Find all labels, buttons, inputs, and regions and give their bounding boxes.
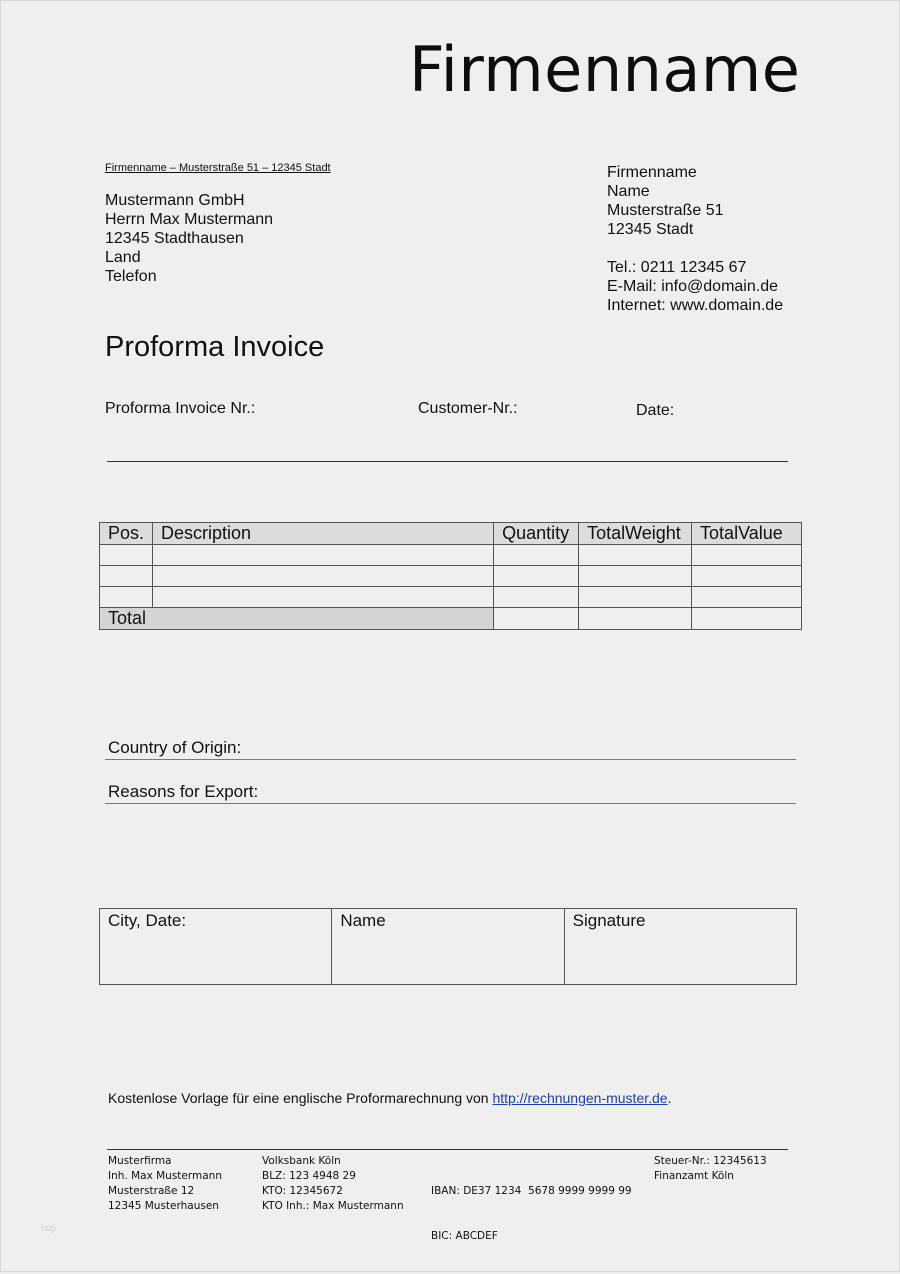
country-of-origin-label: Country of Origin: — [108, 738, 242, 757]
footer-line: KTO: 12345672 — [262, 1185, 343, 1197]
name-label: Name — [340, 911, 386, 930]
customer-number-label: Customer-Nr.: — [418, 400, 518, 417]
table-row — [100, 587, 802, 608]
cell-quantity[interactable] — [494, 545, 579, 566]
document-title: Proforma Invoice — [105, 331, 325, 363]
footer-company-info — [108, 1154, 222, 1214]
total-label: Total — [100, 608, 494, 630]
header-divider — [107, 461, 788, 462]
footer-line: Inh. Max Mustermann — [108, 1170, 222, 1182]
company-address-line: 12345 Stadt — [607, 221, 694, 238]
cell-total-weight[interactable] — [579, 566, 692, 587]
company-contact-line: E-Mail: info@domain.de — [607, 278, 778, 295]
footer-line: BIC: ABCDEF — [431, 1230, 498, 1242]
company-address-line: Name — [607, 183, 650, 200]
recipient-line: Mustermann GmbH — [105, 192, 245, 209]
template-link[interactable]: http://rechnungen-muster.de — [492, 1090, 668, 1106]
footer-bank-info — [262, 1154, 404, 1214]
footer-iban-info — [431, 1154, 632, 1274]
column-header-pos: Pos. — [100, 523, 153, 545]
city-date-cell[interactable] — [100, 909, 332, 985]
total-quantity-cell[interactable] — [494, 608, 579, 630]
recipient-line: Herrn Max Mustermann — [105, 211, 274, 228]
company-contact-line: Internet: www.domain.de — [607, 297, 784, 314]
footer-line: KTO Inh.: Max Mustermann — [262, 1200, 404, 1212]
items-header-row — [100, 523, 802, 545]
reasons-for-export-label: Reasons for Export: — [108, 782, 259, 801]
recipient-line: Telefon — [105, 268, 157, 285]
footer-line: IBAN: DE37 1234 5678 9999 9999 99 — [431, 1185, 632, 1197]
column-header-quantity: Quantity — [494, 523, 579, 545]
template-note-suffix: . — [667, 1090, 672, 1106]
company-contact-line: Tel.: 0211 12345 67 — [607, 259, 747, 276]
cell-total-weight[interactable] — [579, 587, 692, 608]
recipient-line: 12345 Stadthausen — [105, 230, 244, 247]
sender-address-line: Firmenname – Musterstraße 51 – 12345 Stadt — [105, 162, 331, 174]
name-cell[interactable] — [332, 909, 564, 985]
company-title: Firmenname — [409, 33, 801, 106]
footer-line: Musterfirma — [108, 1155, 172, 1167]
signature-label: Signature — [572, 911, 646, 930]
footer-line: Steuer-Nr.: 12345613 — [654, 1155, 767, 1167]
footer-divider — [107, 1149, 788, 1150]
table-row — [100, 566, 802, 587]
cell-total-weight[interactable] — [579, 545, 692, 566]
signature-cell[interactable] — [564, 909, 796, 985]
company-address-line: Musterstraße 51 — [607, 202, 724, 219]
cell-description[interactable] — [152, 587, 493, 608]
footer-line: 12345 Musterhausen — [108, 1200, 219, 1212]
total-weight-cell[interactable] — [579, 608, 692, 630]
signature-row — [100, 909, 797, 985]
total-value-cell[interactable] — [692, 608, 802, 630]
footer-line: BLZ: 123 4948 29 — [262, 1170, 356, 1182]
faint-watermark: http — [41, 1223, 57, 1233]
items-table — [99, 522, 802, 630]
cell-description[interactable] — [152, 545, 493, 566]
cell-total-value[interactable] — [692, 566, 802, 587]
footer-line: Volksbank Köln — [262, 1155, 341, 1167]
column-header-total-weight: TotalWeight — [579, 523, 692, 545]
cell-quantity[interactable] — [494, 587, 579, 608]
cell-description[interactable] — [152, 566, 493, 587]
cell-pos[interactable] — [100, 566, 153, 587]
recipient-address — [105, 191, 273, 286]
column-header-total-value: TotalValue — [692, 523, 802, 545]
footer-tax-info — [654, 1154, 767, 1184]
invoice-number-label: Proforma Invoice Nr.: — [105, 400, 256, 417]
cell-total-value[interactable] — [692, 545, 802, 566]
reasons-for-export-line[interactable] — [105, 803, 796, 804]
recipient-line: Land — [105, 249, 141, 266]
template-note-text: Kostenlose Vorlage für eine englische Proformarechnung von — [108, 1090, 493, 1106]
footer-line: Finanzamt Köln — [654, 1170, 734, 1182]
signature-table — [99, 908, 797, 985]
spacer — [607, 239, 783, 258]
city-date-label: City, Date: — [108, 911, 187, 930]
column-header-description: Description — [152, 523, 493, 545]
company-address-line: Firmenname — [607, 164, 697, 181]
cell-pos[interactable] — [100, 545, 153, 566]
template-note — [108, 1090, 671, 1106]
cell-pos[interactable] — [100, 587, 153, 608]
cell-total-value[interactable] — [692, 587, 802, 608]
company-contact-block — [607, 163, 783, 315]
country-of-origin-line[interactable] — [105, 759, 796, 760]
date-label: Date: — [636, 402, 675, 419]
footer-line: Musterstraße 12 — [108, 1185, 195, 1197]
total-row — [100, 608, 802, 630]
table-row — [100, 545, 802, 566]
cell-quantity[interactable] — [494, 566, 579, 587]
